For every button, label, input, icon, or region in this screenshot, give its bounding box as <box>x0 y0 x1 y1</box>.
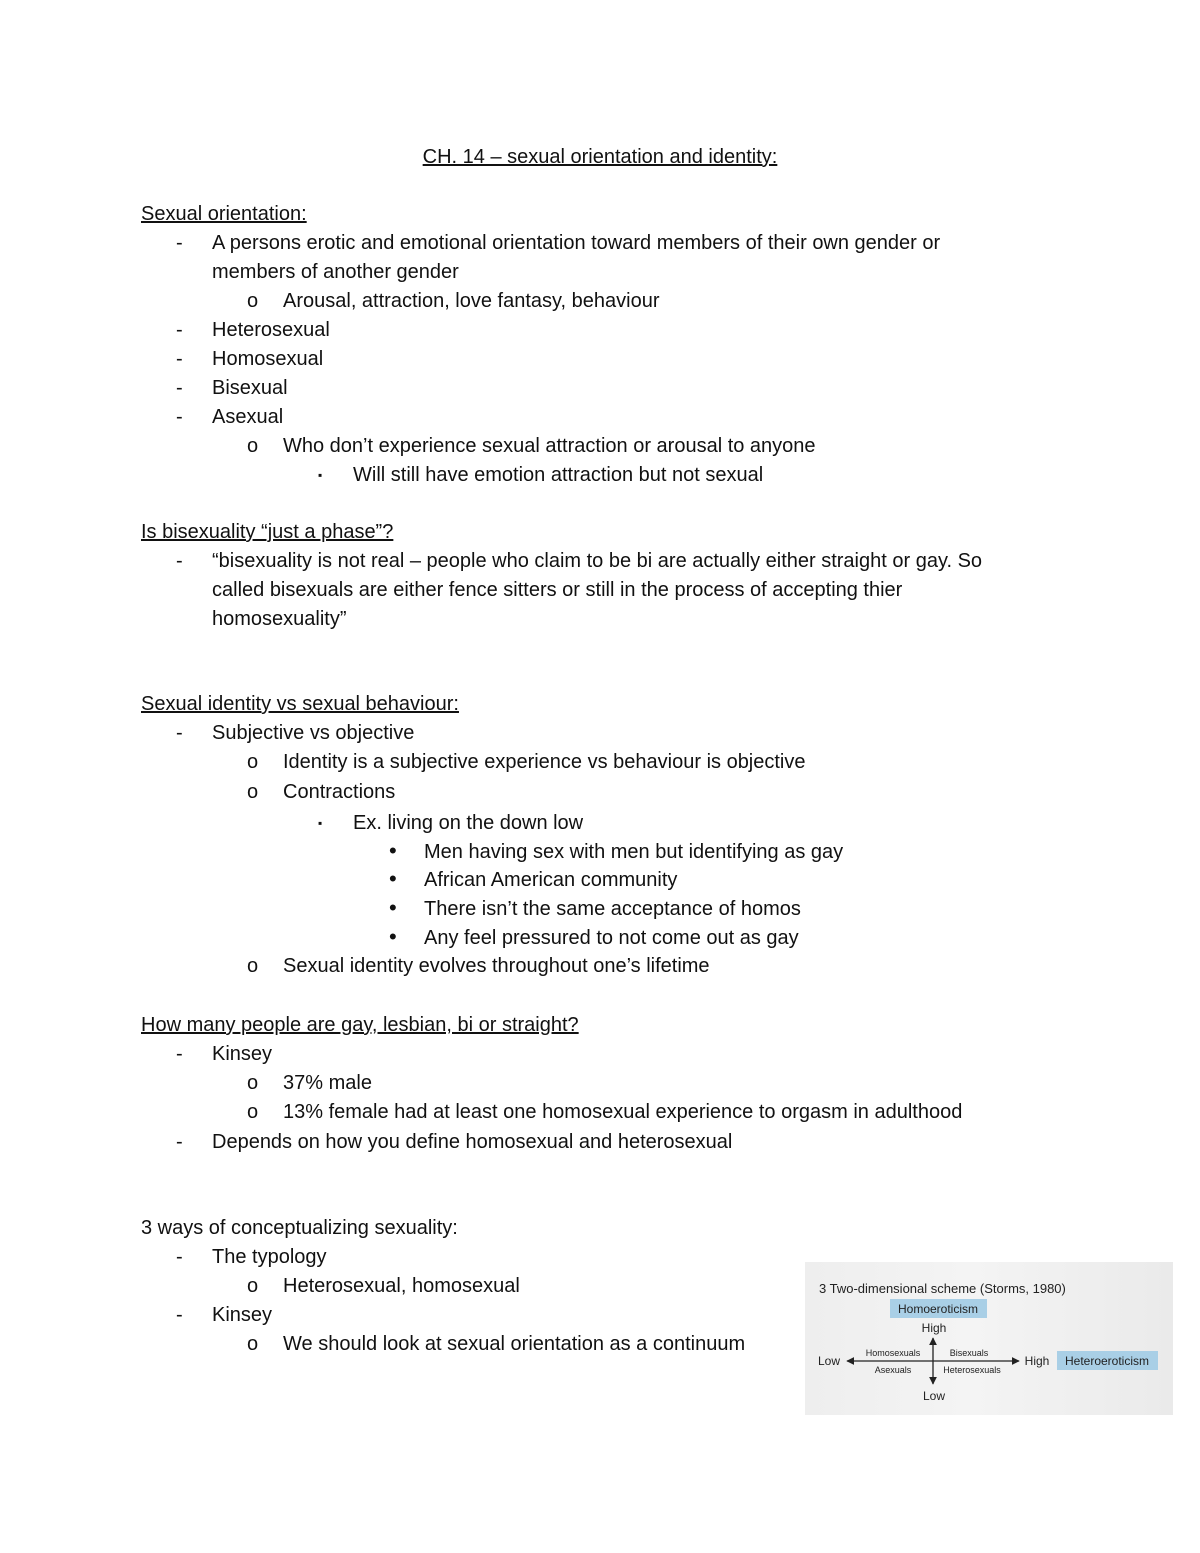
list-item-continuation: members of another gender <box>212 261 459 283</box>
homoeroticism-label: Homoeroticism <box>897 1302 979 1316</box>
list-item: Arousal, attraction, love fantasy, behaviour <box>283 290 660 312</box>
list-item: Depends on how you define homosexual and heterosexual <box>212 1131 733 1153</box>
list-item-continuation: homosexuality” <box>212 608 347 630</box>
list-item: We should look at sexual orientation as a continuum <box>283 1333 746 1355</box>
heteroeroticism-label: Heteroeroticism <box>1064 1354 1150 1368</box>
quadrant-homosexuals: Homosexuals <box>865 1348 921 1358</box>
list-item: Kinsey <box>212 1043 273 1065</box>
list-marker: • <box>389 866 397 891</box>
list-marker: o <box>247 435 259 457</box>
list-marker: - <box>176 406 183 428</box>
list-item: A persons erotic and emotional orientation toward members of their own gender or <box>212 232 941 254</box>
list-marker: • <box>389 838 397 863</box>
low-left-label: Low <box>817 1354 841 1368</box>
quadrant-bisexuals: Bisexuals <box>949 1348 989 1358</box>
section-heading-conceptualizing-sexuality: 3 ways of conceptualizing sexuality: <box>141 1217 458 1239</box>
list-item: Men having sex with men but identifying as gay <box>424 841 844 863</box>
list-item: There isn’t the same acceptance of homos <box>424 898 801 920</box>
list-marker: - <box>176 1131 183 1153</box>
list-marker: o <box>247 751 259 773</box>
list-item: Subjective vs objective <box>212 722 415 744</box>
high-right-label: High <box>1024 1354 1050 1368</box>
list-item: 13% female had at least one homosexual experience to orgasm in adulthood <box>283 1101 963 1123</box>
list-marker: ▪ <box>318 468 323 482</box>
list-item: Homosexual <box>212 348 324 370</box>
list-marker: o <box>247 781 259 803</box>
list-marker: o <box>247 1072 259 1094</box>
list-item: Any feel pressured to not come out as gay <box>424 927 799 949</box>
list-marker: - <box>176 377 183 399</box>
page-title: CH. 14 – sexual orientation and identity: <box>422 146 778 168</box>
list-item: Bisexual <box>212 377 288 399</box>
list-item: The typology <box>212 1246 327 1268</box>
list-marker: ▪ <box>318 816 323 830</box>
quadrant-asexuals: Asexuals <box>874 1365 912 1375</box>
list-item: African American community <box>424 869 678 891</box>
list-item: Who don’t experience sexual attraction or arousal to anyone <box>283 435 816 457</box>
list-item: Kinsey <box>212 1304 273 1326</box>
list-item: Ex. living on the down low <box>353 812 584 834</box>
section-heading-bisexuality-phase: Is bisexuality “just a phase”? <box>141 521 394 543</box>
list-item: Will still have emotion attraction but not sexual <box>353 464 764 486</box>
list-item: Heterosexual, homosexual <box>283 1275 520 1297</box>
list-marker: - <box>176 232 183 254</box>
list-marker: - <box>176 348 183 370</box>
list-item: Sexual identity evolves throughout one’s lifetime <box>283 955 710 977</box>
list-marker: - <box>176 722 183 744</box>
quadrant-heterosexuals: Heterosexuals <box>943 1365 1001 1375</box>
list-marker: - <box>176 1304 183 1326</box>
section-heading-identity-vs-behaviour: Sexual identity vs sexual behaviour: <box>141 693 459 715</box>
low-bottom-label: Low <box>922 1389 946 1403</box>
list-marker: o <box>247 1275 259 1297</box>
list-item: Identity is a subjective experience vs behaviour is objective <box>283 751 806 773</box>
list-item: Asexual <box>212 406 284 428</box>
storms-scheme-diagram <box>805 1262 1173 1415</box>
list-marker: - <box>176 1246 183 1268</box>
storms-scheme-figure <box>805 1262 1173 1415</box>
list-marker: o <box>247 290 259 312</box>
list-item: Heterosexual <box>212 319 330 341</box>
list-marker: • <box>389 924 397 949</box>
list-marker: o <box>247 1333 259 1355</box>
figure-caption: 3 Two-dimensional scheme (Storms, 1980) <box>819 1281 1066 1296</box>
list-marker: o <box>247 955 259 977</box>
section-heading-how-many-people: How many people are gay, lesbian, bi or straight? <box>141 1014 579 1036</box>
list-marker: - <box>176 1043 183 1065</box>
list-marker: - <box>176 319 183 341</box>
list-item-continuation: called bisexuals are either fence sitters or still in the process of accepting thier <box>212 579 903 601</box>
list-item: Contractions <box>283 781 396 803</box>
list-marker: - <box>176 550 183 572</box>
section-heading-sexual-orientation: Sexual orientation: <box>141 203 307 225</box>
list-item: 37% male <box>283 1072 372 1094</box>
list-marker: • <box>389 895 397 920</box>
list-marker: o <box>247 1101 259 1123</box>
high-top-label: High <box>921 1321 947 1335</box>
list-item: “bisexuality is not real – people who claim to be bi are actually either straight or gay. So <box>212 550 983 572</box>
